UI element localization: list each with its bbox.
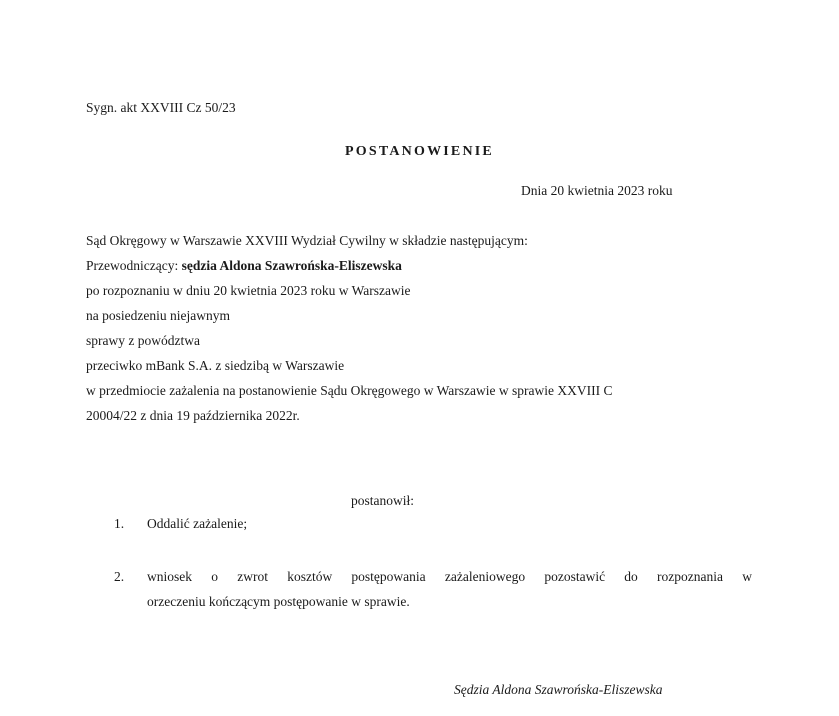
decision-item-text-line: wniosek o zwrot kosztów postępowania zażaleniowego pozostawić do rozpoznania w xyxy=(147,569,752,584)
case-reference: Sygn. akt XXVIII Cz 50/23 xyxy=(86,100,236,115)
decision-item-text-line: orzeczeniu kończącym postępowanie w sprawie. xyxy=(147,594,410,609)
decision-item-number: 2. xyxy=(114,569,125,584)
document-title: POSTANOWIENIE xyxy=(345,144,494,159)
judge-signature: Sędzia Aldona Szawrońska-Eliszewska xyxy=(454,682,663,697)
court-line: Sąd Okręgowy w Warszawie XXVIII Wydział Cywilny w składzie następującym: xyxy=(86,233,528,248)
decision-label: postanowił: xyxy=(351,493,414,508)
session-line: na posiedzeniu niejawnym xyxy=(86,308,230,323)
claim-line: sprawy z powództwa xyxy=(86,333,200,348)
presiding-label: Przewodniczący: xyxy=(86,258,182,273)
document-body xyxy=(86,228,612,428)
decision-item-text: Oddalić zażalenie; xyxy=(147,516,248,531)
hearing-line: po rozpoznaniu w dniu 20 kwietnia 2023 roku w Warszawie xyxy=(86,283,411,298)
presiding-judge: sędzia Aldona Szawrońska-Eliszewska xyxy=(181,258,402,273)
presiding-line xyxy=(86,253,612,278)
defendant-line: przeciwko mBank S.A. z siedzibą w Warszawie xyxy=(86,358,345,373)
decision-item-text xyxy=(147,564,752,614)
subject-line: w przedmiocie zażalenia na postanowienie Sądu Okręgowego w Warszawie w sprawie XXVIII C xyxy=(86,383,613,398)
subject-line-continued: 20004/22 z dnia 19 października 2022r. xyxy=(86,408,300,423)
decision-item-number: 1. xyxy=(114,516,125,531)
document-date: Dnia 20 kwietnia 2023 roku xyxy=(521,183,673,198)
